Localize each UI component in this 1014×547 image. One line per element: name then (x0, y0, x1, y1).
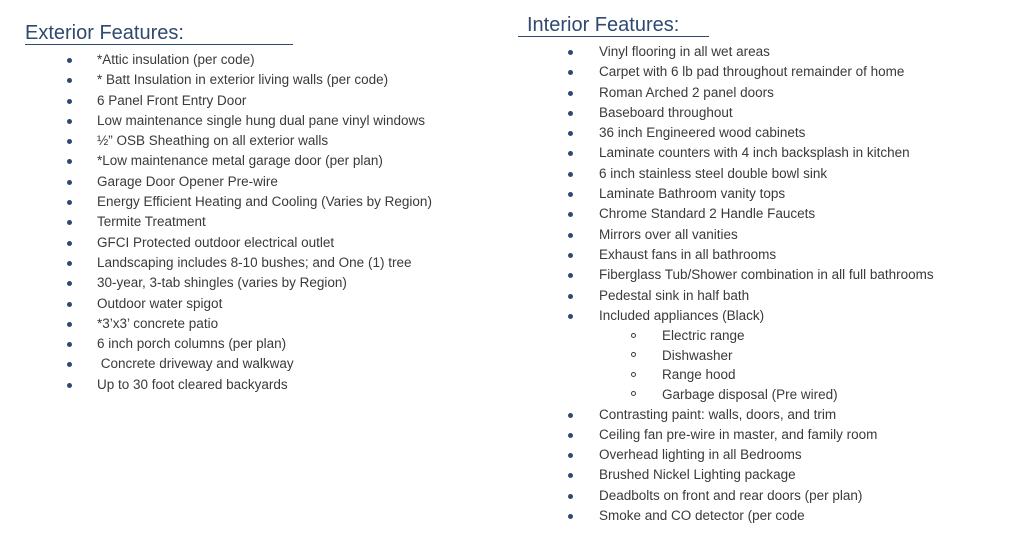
bullet-icon (67, 220, 72, 225)
feature-text: Baseboard throughout (599, 104, 733, 120)
bullet-icon (568, 314, 573, 319)
interior-heading-underline (518, 36, 709, 37)
bullet-icon (568, 70, 573, 75)
list-item (500, 123, 934, 143)
bullet-icon (568, 253, 573, 258)
feature-text: Energy Efficient Heating and Cooling (Varies by Region) (97, 194, 432, 210)
bullet-icon (568, 151, 573, 156)
bullet-icon (67, 200, 72, 205)
feature-text: Roman Arched 2 panel doors (599, 84, 774, 100)
bullet-icon (568, 294, 573, 299)
bullet-icon (67, 139, 72, 144)
feature-text: Laminate counters with 4 inch backsplash in kitchen (599, 145, 910, 161)
feature-text: * Batt Insulation in exterior living walls (per code) (97, 72, 389, 88)
feature-text: Low maintenance single hung dual pane vinyl windows (97, 112, 425, 128)
feature-text: Brushed Nickel Lighting package (599, 467, 796, 483)
bullet-icon (568, 273, 573, 278)
list-item (500, 445, 934, 465)
feature-text: Vinyl flooring in all wet areas (599, 44, 770, 59)
feature-text: 6 inch stainless steel double bowl sink (599, 165, 828, 181)
bullet-icon (568, 433, 573, 438)
list-item (0, 212, 432, 232)
feature-text: ½” OSB Sheathing on all exterior walls (97, 133, 329, 149)
list-item (0, 375, 432, 395)
feature-text: Laminate Bathroom vanity tops (599, 186, 786, 202)
hollow-bullet-icon (631, 391, 636, 396)
feature-text: Chrome Standard 2 Handle Faucets (599, 206, 816, 222)
feature-text: Up to 30 foot cleared backyards (97, 376, 288, 392)
list-item (0, 151, 432, 171)
bullet-icon (67, 281, 72, 286)
bullet-icon (568, 514, 573, 519)
list-item (0, 172, 432, 192)
feature-text: GFCI Protected outdoor electrical outlet (97, 234, 335, 250)
bullet-icon (67, 78, 72, 83)
bullet-icon (568, 473, 573, 478)
list-item (0, 131, 432, 151)
feature-text: *Low maintenance metal garage door (per plan) (97, 153, 383, 169)
interior-features-list (500, 42, 934, 526)
list-item (500, 265, 934, 285)
list-item (0, 50, 432, 70)
list-item (0, 70, 432, 90)
feature-text: Carpet with 6 lb pad throughout remainder of home (599, 64, 905, 80)
sub-feature-text: Dishwasher (662, 347, 733, 363)
list-item (500, 103, 934, 123)
feature-text: Ceiling fan pre-wire in master, and family room (599, 426, 878, 442)
bullet-icon (568, 233, 573, 238)
list-item (500, 245, 934, 265)
bullet-icon (67, 180, 72, 185)
list-item (500, 143, 934, 163)
list-item (500, 62, 934, 82)
hollow-bullet-icon (631, 352, 636, 357)
bullet-icon (67, 58, 72, 63)
bullet-icon (568, 131, 573, 136)
bullet-icon (568, 91, 573, 96)
bullet-icon (67, 261, 72, 266)
bullet-icon (568, 192, 573, 197)
list-item (0, 314, 432, 334)
list-item (500, 486, 934, 506)
bullet-icon (67, 362, 72, 367)
appliances-item (500, 306, 934, 326)
list-item (500, 204, 934, 224)
sub-list-item (500, 346, 934, 366)
bullet-icon (568, 453, 573, 458)
interior-features-heading: Interior Features: (527, 14, 680, 36)
bullet-icon (568, 172, 573, 177)
bullet-icon (67, 159, 72, 164)
bullet-icon (67, 119, 72, 124)
bullet-icon (568, 212, 573, 217)
feature-text: Outdoor water spigot (97, 295, 223, 311)
list-item (500, 225, 934, 245)
bullet-icon (67, 241, 72, 246)
feature-text: Landscaping includes 8-10 bushes; and One (1) tree (97, 254, 412, 270)
feature-text: Exhaust fans in all bathrooms (599, 246, 777, 262)
list-item (500, 425, 934, 445)
feature-text: Pedestal sink in half bath (599, 287, 750, 303)
bullet-icon (568, 50, 573, 55)
sub-list-item (500, 326, 934, 346)
list-item (0, 334, 432, 354)
list-item (500, 286, 934, 306)
list-item (0, 91, 432, 111)
sub-feature-text: Electric range (662, 328, 745, 344)
bullet-icon (67, 383, 72, 388)
list-item (500, 184, 934, 204)
feature-text: Smoke and CO detector (per code (599, 508, 805, 524)
list-item (500, 164, 934, 184)
hollow-bullet-icon (631, 333, 636, 338)
bullet-icon (67, 342, 72, 347)
feature-text: Fiberglass Tub/Shower combination in all full bathrooms (599, 267, 934, 283)
exterior-heading-underline (25, 44, 293, 45)
list-item (0, 273, 432, 293)
bullet-icon (568, 494, 573, 499)
list-item (500, 405, 934, 425)
sub-list-item (500, 385, 934, 405)
exterior-features-list (0, 50, 432, 395)
sub-feature-text: Range hood (662, 367, 736, 383)
feature-text: 30-year, 3-tab shingles (varies by Region) (97, 275, 347, 291)
feature-text: Garage Door Opener Pre-wire (97, 173, 278, 189)
list-item (0, 111, 432, 131)
feature-text: *Attic insulation (per code) (97, 52, 255, 67)
feature-text: *3’x3’ concrete patio (97, 315, 219, 331)
list-item (500, 465, 934, 485)
feature-text: Mirrors over all vanities (599, 226, 738, 242)
list-item (0, 354, 432, 374)
bullet-icon (67, 322, 72, 327)
list-item (0, 294, 432, 314)
feature-text: Termite Treatment (97, 214, 206, 230)
feature-text: Concrete driveway and walkway (97, 356, 294, 372)
list-item (500, 42, 934, 62)
sub-list-item (500, 365, 934, 385)
hollow-bullet-icon (631, 372, 636, 377)
bullet-icon (568, 413, 573, 418)
appliances-sublist (500, 326, 934, 404)
feature-text: 6 Panel Front Entry Door (97, 92, 247, 108)
feature-text: Deadbolts on front and rear doors (per plan) (599, 487, 863, 503)
sub-feature-text: Garbage disposal (Pre wired) (662, 386, 838, 402)
list-item (0, 253, 432, 273)
list-item (500, 506, 934, 526)
bullet-icon (568, 111, 573, 116)
bullet-icon (67, 302, 72, 307)
feature-text: 36 inch Engineered wood cabinets (599, 125, 806, 141)
feature-text: Overhead lighting in all Bedrooms (599, 447, 802, 463)
bullet-icon (67, 99, 72, 104)
list-item (0, 233, 432, 253)
appliances-sublist-container (500, 326, 934, 404)
feature-text: Contrasting paint: walls, doors, and trim (599, 406, 837, 422)
list-item (500, 83, 934, 103)
exterior-features-heading: Exterior Features: (25, 22, 184, 44)
feature-text: Included appliances (Black) (599, 307, 765, 323)
feature-text: 6 inch porch columns (per plan) (97, 336, 287, 352)
list-item (0, 192, 432, 212)
